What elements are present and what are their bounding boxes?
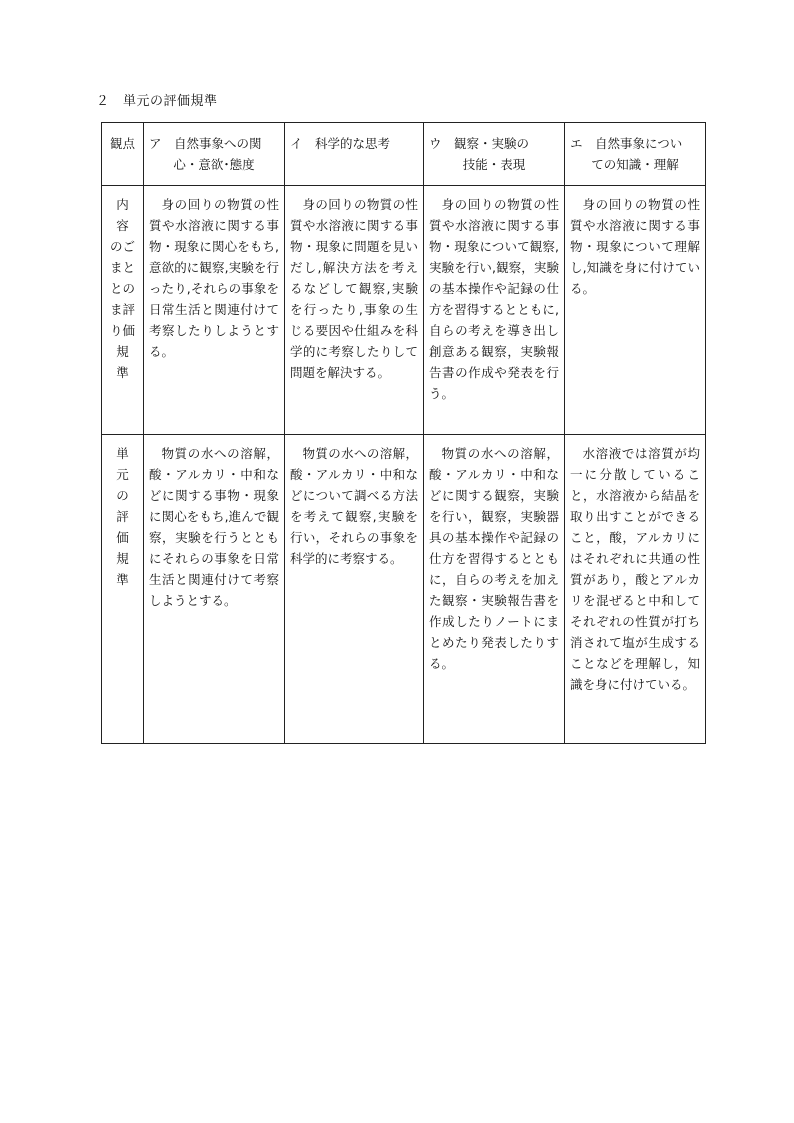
header-column-u	[424, 123, 565, 186]
header-column-i-line1: イ 科学的な思考	[290, 136, 391, 151]
table-header-row	[102, 123, 706, 186]
cell-unit-u	[424, 435, 565, 744]
cell-text: 物質の水への溶解，酸・アルカリ・中和などに関する観察，実験を行い，観察，実験器具の基本操作や記録の仕方を習得するとともに，自らの考えを加えた観察・実験報告書を作成したりノートにまとめたり発表したりする。	[429, 446, 559, 671]
cell-text: 身の回りの物質の性質や水溶液に関する事物・現象に関心をもち,意欲的に観察,実験を行ったり,それらの事象を日常生活と関連付けて考察したりしようとする。	[149, 197, 279, 359]
cell-text: 身の回りの物質の性質や水溶液に関する事物・現象について観察,実験を行い,観察，実験の基本操作や記録の仕方を習得するとともに,自らの考えを導き出し創意ある観察，実験報告書の作成や発表を行う。	[429, 197, 559, 401]
row-label-line: 規	[116, 344, 129, 359]
row-label-line: ま評	[109, 302, 135, 317]
header-column-u-line1: ウ 観察・実験の	[429, 136, 530, 151]
row-label-content-summary	[102, 186, 144, 435]
row-label-line: 準	[116, 572, 129, 587]
row-label-line: 内	[116, 197, 129, 212]
row-label-line: 規	[116, 551, 129, 566]
evaluation-criteria-table	[101, 122, 706, 744]
header-column-a	[144, 123, 285, 186]
cell-unit-a	[144, 435, 285, 744]
cell-unit-i	[285, 435, 424, 744]
table-row-unit-criteria	[102, 435, 706, 744]
cell-text: 水溶液では溶質が均一に分散していること，水溶液から結晶を取り出すことができること，酸，アルカリにはそれぞれに共通の性質があり，酸とアルカリを混ぜると中和してそれぞれの性質が打ち消されて塩が生成することなどを理解し，知識を身に付けている。	[570, 446, 700, 692]
row-label-line: 元	[116, 467, 129, 482]
cell-content-a	[144, 186, 285, 435]
header-column-e	[565, 123, 706, 186]
header-column-i	[285, 123, 424, 186]
header-column-a-line1: ア 自然事象への関	[149, 136, 262, 151]
row-label-line: まと	[109, 260, 135, 275]
row-label-line: 単	[116, 446, 129, 461]
row-label-line: 容	[116, 218, 129, 233]
header-column-e-line2: ての知識・理解	[591, 157, 679, 172]
table-row-content-summary	[102, 186, 706, 435]
row-label-line: 価	[116, 530, 129, 545]
header-column-a-line2: 心・意欲･態度	[173, 157, 255, 172]
cell-text: 物質の水への溶解，酸・アルカリ・中和などについて調べる方法を考えて観察,実験を行い，それらの事象を科学的に考察する。	[290, 446, 418, 566]
row-label-line: 準	[116, 365, 129, 380]
cell-content-i	[285, 186, 424, 435]
row-label-line: り価	[109, 323, 135, 338]
row-label-line: 評	[116, 509, 129, 524]
cell-text: 物質の水への溶解，酸・アルカリ・中和などに関する事物・現象に関心をもち,進んで観察，実験を行うとともにそれらの事象を日常生活と関連付けて考察しようとする。	[149, 446, 279, 608]
row-label-line: との	[109, 281, 135, 296]
cell-content-u	[424, 186, 565, 435]
header-column-u-line2: 技能・表現	[462, 157, 526, 172]
row-label-line: のご	[109, 239, 135, 254]
cell-unit-e	[565, 435, 706, 744]
row-label-unit-criteria	[102, 435, 144, 744]
section-heading: ２ 単元の評価規準	[96, 94, 218, 109]
cell-content-e	[565, 186, 706, 435]
cell-text: 身の回りの物質の性質や水溶液に関する事物・現象について理解し,知識を身に付けている。	[570, 197, 700, 296]
row-label-line: の	[116, 488, 129, 503]
cell-text: 身の回りの物質の性質や水溶液に関する事物・現象に問題を見いだし,解決方法を考えるなどして観察,実験を行ったり,事象の生じる要因や仕組みを科学的に考察したりして問題を解決する。	[290, 197, 418, 380]
header-column-e-line1: エ 自然事象につい	[570, 136, 683, 151]
header-viewpoint: 観点	[102, 123, 144, 186]
